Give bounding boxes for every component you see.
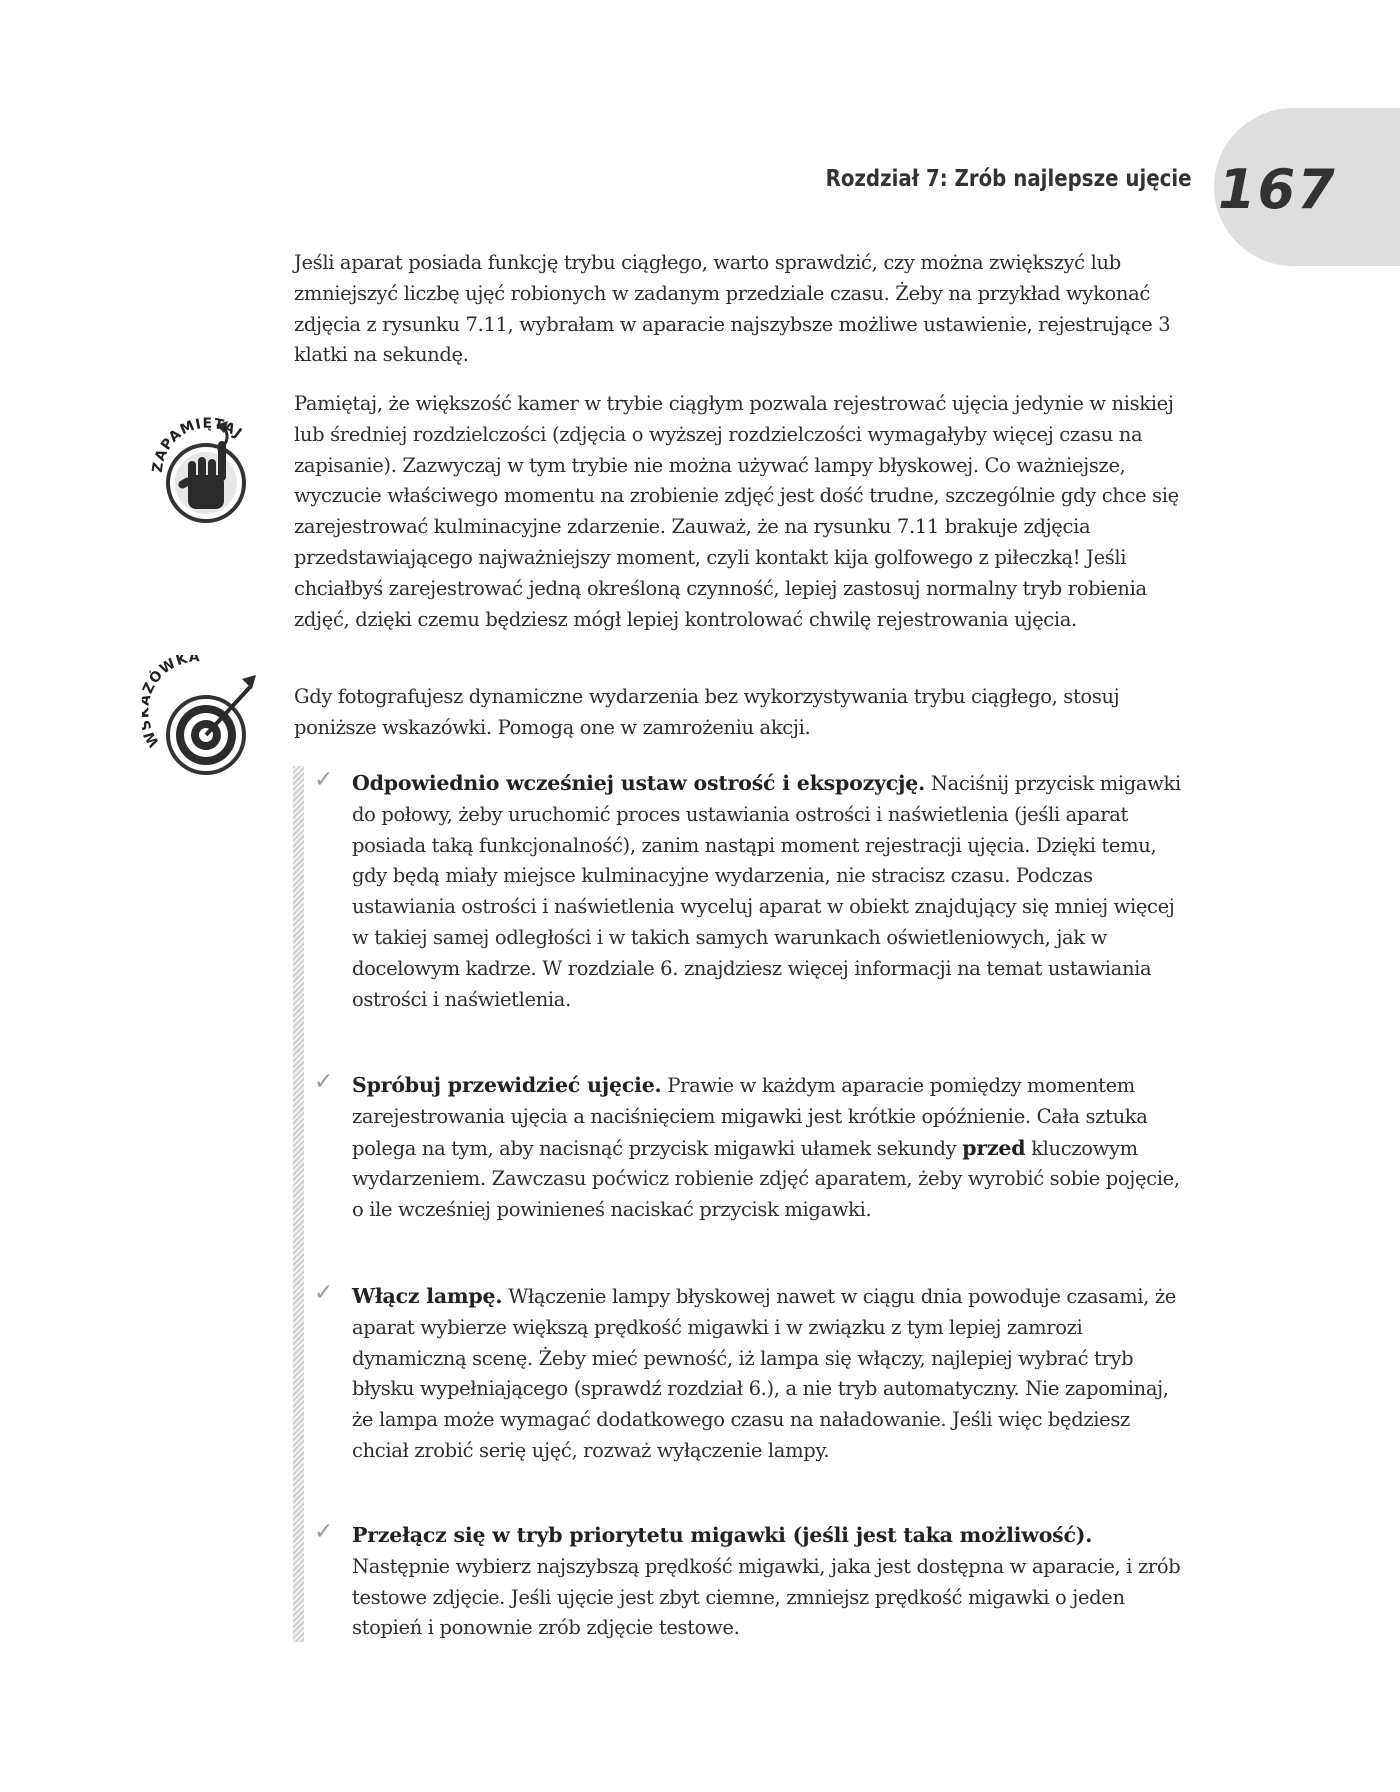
checkmark-icon: ✓ bbox=[314, 1069, 333, 1095]
bullet-list-sidebar bbox=[293, 766, 304, 1642]
paragraph-1: Jeśli aparat posiada funkcję trybu ciągłego, warto sprawdzić, czy można zwiększyć lub zmniejszyć liczbę ujęć robionych w zadanym przedziale czasu. Żeby na przykład wykonać zdjęcia z rysunku 7.11, wybrałam w aparacie najszybsze możliwe ustawienie, rejestrujące 3 klatki na sekundę. bbox=[294, 251, 1171, 367]
list-item-text: Następnie wybierz najszybszą prędkość migawki, jaka jest dostępna w aparacie, i zrób testowe zdjęcie. Jeśli ujęcie jest zbyt ciemne, zmniejsz prędkość migawki o jeden stopień i ponownie zrób zdjęcie testowe. bbox=[352, 1554, 1181, 1640]
list-item-title: Spróbuj przewidzieć ujęcie. bbox=[352, 1073, 662, 1097]
list-item-emphasis: przed bbox=[962, 1135, 1026, 1160]
list-item-text: kluczowym wydarzeniem. Zawczasu poćwicz robienie zdjęć aparatem, żeby wyrobić sobie pojęcie, o ile wcześniej powinieneś naciskać przycisk migawki. bbox=[352, 1136, 1180, 1222]
list-item-text: Włączenie lampy błyskowej nawet w ciągu dnia powoduje czasami, że aparat wybierze większą prędkość migawki i w związku z tym lepiej zamrozi dynamiczną scenę. Żeby mieć pewność, iż lampa się włączy, najlepiej wybrać tryb błysku wypełniającego (sprawdź rozdział 6.), a nie tryb automatyczny. Nie zapominaj, że lampa może wymagać dodatkowego czasu na naładowanie. Jeśli więc będziesz chciał zrobić serię ujęć, rozważ wyłączenie lampy. bbox=[352, 1285, 1176, 1462]
list-item bbox=[314, 1280, 1192, 1467]
page-number: 167 bbox=[1218, 158, 1337, 221]
checkmark-icon: ✓ bbox=[314, 1519, 333, 1545]
list-item-title: Odpowiednio wcześniej ustaw ostrość i ekspozycję. bbox=[352, 771, 926, 795]
running-head: Rozdział 7: Zrób najlepsze ujęcie bbox=[825, 166, 1192, 192]
list-item bbox=[314, 1519, 1192, 1644]
list-item-text: Prawie w każdym aparacie pomiędzy momentem zarejestrowania ujęcia a naciśnięciem migawki jest krótkie opóźnienie. Cała sztuka polega na tym, aby nacisnąć przycisk migawki ułamek sekundy bbox=[352, 1074, 1148, 1160]
remember-hand-icon bbox=[142, 403, 270, 531]
list-item-text: Naciśnij przycisk migawki do połowy, żeby uruchomić proces ustawiania ostrości i naświetlenia (jeśli aparat posiada taką funkcjonalność), zanim nastąpi moment rejestracji ujęcia. Dzięki temu, gdy będą miały miejsce kulminacyjne wydarzenia, nie stracisz czasu. Podczas ustawiania ostrości i naświetlenia wyceluj aparat w obiekt znajdujący się mniej więcej w takiej samej odległości i w takich samych warunkach oświetleniowych, jak w docelowym kadrze. W rozdziale 6. znajdziesz więcej informacji na temat ustawiania ostrości i naświetlenia. bbox=[352, 772, 1181, 1011]
checkmark-icon: ✓ bbox=[314, 1280, 333, 1306]
list-item bbox=[314, 1069, 1192, 1226]
paragraph-2: Pamiętaj, że większość kamer w trybie ciągłym pozwala rejestrować ujęcia jedynie w niskiej lub średniej rozdzielczości (zdjęcia o wyższej rozdzielczości wymagałyby więcej czasu na zapisanie). Zazwyczaj w tym trybie nie można używać lampy błyskowej. Co ważniejsze, wyczucie właściwego momentu na zrobienie zdjęć jest dość trudne, szczególnie gdy chce się zarejestrować kulminacyjne zdarzenie. Zauważ, że na rysunku 7.11 brakuje zdjęcia przedstawiającego najważniejszy moment, czyli kontakt kija golfowego z piłeczką! Jeśli chciałbyś zarejestrować jedną określoną czynność, lepiej zastosuj normalny tryb robienia zdjęć, dzięki czemu będziesz mógł lepiej kontrolować chwilę rejestrowania ujęcia. bbox=[294, 392, 1179, 631]
list-item-title: Włącz lampę. bbox=[352, 1284, 503, 1308]
paragraph-3: Gdy fotografujesz dynamiczne wydarzenia bez wykorzystywania trybu ciągłego, stosuj poniższe wskazówki. Pomogą one w zamrożeniu akcji. bbox=[294, 685, 1120, 739]
tip-target-icon bbox=[142, 655, 270, 783]
list-item bbox=[314, 767, 1192, 1015]
remember-icon-label: ZAPAMIĘTAJ bbox=[149, 415, 246, 474]
tip-icon-label: W ÓWKA bbox=[142, 655, 202, 750]
checkmark-icon: ✓ bbox=[314, 767, 333, 793]
list-item-title: Przełącz się w tryb priorytetu migawki (jeśli jest taka możliwość). bbox=[352, 1523, 1093, 1547]
